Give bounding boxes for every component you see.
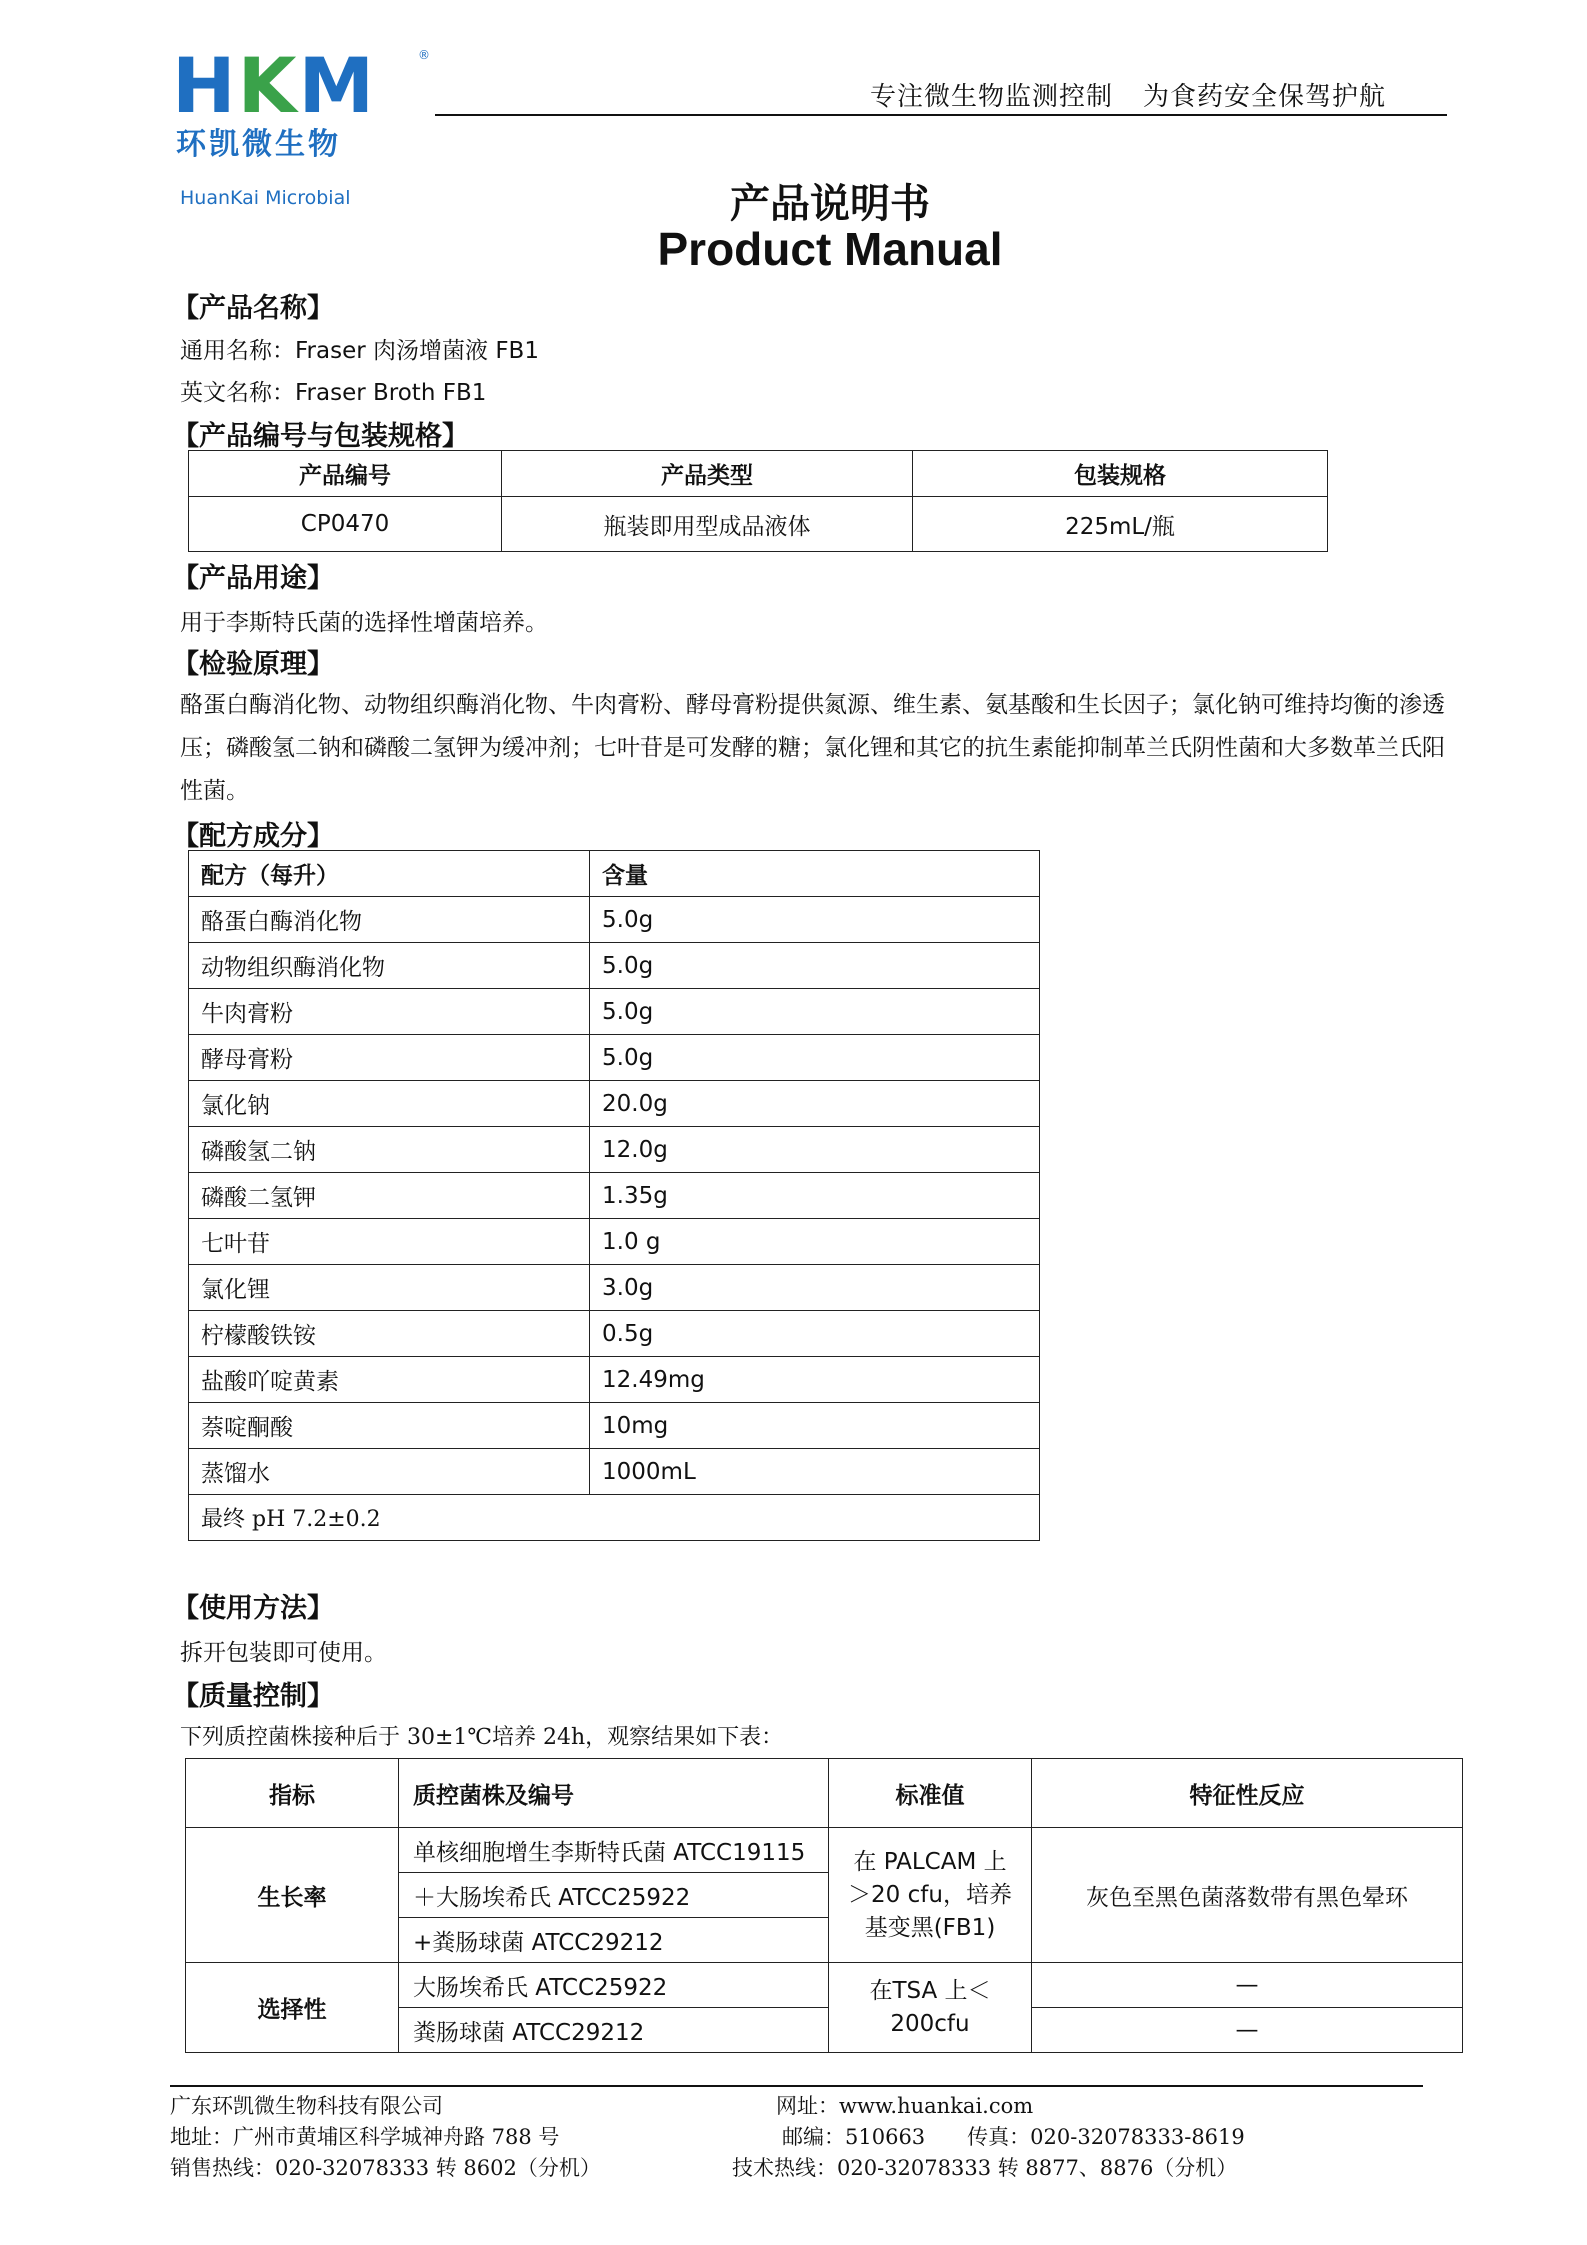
standard-line: ＞20 cfu，培养: [848, 1881, 1012, 1908]
final-ph-row: [189, 1495, 1040, 1541]
qc-strain: 单核细胞增生李斯特氏菌 ATCC19115: [399, 1828, 829, 1873]
ingredient-name: 磷酸二氢钾: [189, 1173, 590, 1219]
table-header-cell: 指标: [186, 1759, 399, 1828]
ingredient-name: 牛肉膏粉: [189, 989, 590, 1035]
section-heading-qc: 【质量控制】: [172, 1681, 334, 1712]
reaction-selectivity: —: [1032, 2008, 1463, 2053]
table-header-cell: 包装规格: [913, 451, 1328, 497]
registered-mark: ®: [418, 48, 430, 62]
table-row: [189, 1035, 1040, 1081]
table-header-cell: 产品类型: [502, 451, 913, 497]
footer-website: 网址：www.huankai.com: [776, 2094, 1034, 2118]
table-row: [189, 1081, 1040, 1127]
logo-english-name: HuanKai Microbial: [180, 187, 351, 209]
indicator-growth: 生长率: [186, 1828, 399, 1963]
footer-company: 广东环凯微生物科技有限公司: [170, 2094, 443, 2118]
table-row: [189, 1403, 1040, 1449]
section-heading-usage: 【产品用途】: [172, 563, 334, 594]
package-table: [188, 450, 1328, 552]
standard-line: 基变黑(FB1): [864, 1914, 996, 1941]
ingredient-amount: 3.0g: [590, 1265, 1040, 1311]
slogan: [870, 76, 1386, 113]
qc-table: [185, 1758, 1463, 2053]
final-ph: 最终 pH 7.2±0.2: [189, 1495, 1040, 1541]
ingredient-name: 磷酸氢二钠: [189, 1127, 590, 1173]
footer-address: 地址：广州市黄埔区科学城神舟路 788 号: [170, 2125, 560, 2149]
section-heading-formula: 【配方成分】: [172, 821, 334, 852]
footer-sales-hotline: 销售热线：020-32078333 转 8602（分机）: [170, 2156, 601, 2180]
standard-line: 在 PALCAM 上: [853, 1848, 1007, 1875]
product-code: CP0470: [189, 497, 502, 552]
ingredient-name: 酪蛋白酶消化物: [189, 897, 590, 943]
formula-table: [188, 850, 1040, 1541]
ingredient-amount: 10mg: [590, 1403, 1040, 1449]
english-name: 英文名称：Fraser Broth FB1: [180, 380, 487, 406]
ingredient-name: 氯化锂: [189, 1265, 590, 1311]
ingredient-amount: 1000mL: [590, 1449, 1040, 1495]
ingredient-amount: 12.0g: [590, 1127, 1040, 1173]
footer-tech-hotline: 技术热线：020-32078333 转 8877、8876（分机）: [732, 2156, 1238, 2180]
qc-strain: 粪肠球菌 ATCC29212: [399, 2008, 829, 2053]
slogan-right: 为食药安全保驾护航: [1143, 82, 1387, 112]
slogan-left: 专注微生物监测控制: [870, 82, 1114, 112]
standard-selectivity: [829, 1963, 1032, 2053]
ingredient-amount: 1.35g: [590, 1173, 1040, 1219]
table-row: [189, 1357, 1040, 1403]
table-header-cell: 产品编号: [189, 451, 502, 497]
ingredient-name: 盐酸吖啶黄素: [189, 1357, 590, 1403]
ingredient-amount: 12.49mg: [590, 1357, 1040, 1403]
table-header-cell: 特征性反应: [1032, 1759, 1463, 1828]
table-row: [189, 1449, 1040, 1495]
company-logo: [172, 41, 442, 209]
section-heading-name: 【产品名称】: [172, 293, 334, 324]
section-heading-principle: 【检验原理】: [172, 649, 334, 680]
ingredient-name: 蒸馏水: [189, 1449, 590, 1495]
qc-intro: 下列质控菌株接种后于 30±1℃培养 24h，观察结果如下表：: [180, 1725, 784, 1750]
ingredient-name: 七叶苷: [189, 1219, 590, 1265]
table-row: [189, 897, 1040, 943]
table-row: [189, 497, 1328, 552]
common-name: 通用名称：Fraser 肉汤增菌液 FB1: [180, 338, 539, 364]
table-header-cell: 标准值: [829, 1759, 1032, 1828]
table-header-row: [189, 851, 1040, 897]
table-row: [186, 1963, 1463, 2008]
table-row: [189, 1265, 1040, 1311]
table-row: [189, 1173, 1040, 1219]
ingredient-name: 氯化钠: [189, 1081, 590, 1127]
ingredient-amount: 20.0g: [590, 1081, 1040, 1127]
logo-chinese-name: 环凯微生物: [176, 127, 341, 162]
table-header-cell: 含量: [590, 851, 1040, 897]
page-title-cn: 产品说明书: [730, 181, 930, 227]
reaction-growth: 灰色至黑色菌落数带有黑色晕环: [1032, 1828, 1463, 1963]
footer-postcode-fax: 邮编：510663 传真：020-32078333-8619: [782, 2125, 1245, 2149]
package-spec: 225mL/瓶: [913, 497, 1328, 552]
qc-strain: 大肠埃希氏 ATCC25922: [399, 1963, 829, 2008]
table-row: [189, 1311, 1040, 1357]
ingredient-amount: 0.5g: [590, 1311, 1040, 1357]
table-row: [189, 1219, 1040, 1265]
indicator-selectivity: 选择性: [186, 1963, 399, 2053]
usage-text: 用于李斯特氏菌的选择性增菌培养。: [180, 610, 548, 636]
ingredient-name: 萘啶酮酸: [189, 1403, 590, 1449]
ingredient-amount: 5.0g: [590, 989, 1040, 1035]
principle-text: 酪蛋白酶消化物、动物组织酶消化物、牛肉膏粉、酵母膏粉提供氮源、维生素、氨基酸和生长因子；氯化钠可维持均衡的渗透压；磷酸氢二钠和磷酸二氢钾为缓冲剂；七叶苷是可发酵的糖；氯化锂和其它的抗生素能抑制革兰氏阴性菌和大多数革兰氏阳性菌。: [180, 692, 1445, 804]
table-row: [189, 989, 1040, 1035]
table-header-row: [189, 451, 1328, 497]
ingredient-amount: 5.0g: [590, 897, 1040, 943]
ingredient-name: 动物组织酶消化物: [189, 943, 590, 989]
footer-divider: [170, 2085, 1423, 2087]
table-row: [186, 1828, 1463, 1873]
qc-strain: +粪肠球菌 ATCC29212: [399, 1918, 829, 1963]
ingredient-name: 柠檬酸铁铵: [189, 1311, 590, 1357]
method-text: 拆开包装即可使用。: [180, 1640, 387, 1666]
reaction-selectivity: —: [1032, 1963, 1463, 2008]
standard-growth: [829, 1828, 1032, 1963]
qc-strain: ＋大肠埃希氏 ATCC25922: [399, 1873, 829, 1918]
section-heading-method: 【使用方法】: [172, 1593, 334, 1624]
section-heading-package: 【产品编号与包装规格】: [172, 421, 469, 452]
ingredient-amount: 5.0g: [590, 943, 1040, 989]
table-header-cell: 配方（每升）: [189, 851, 590, 897]
header-divider: [435, 114, 1447, 116]
logo-mark: HKM: [172, 41, 377, 130]
table-header-row: [186, 1759, 1463, 1828]
ingredient-amount: 5.0g: [590, 1035, 1040, 1081]
ingredient-amount: 1.0 g: [590, 1219, 1040, 1265]
standard-line: 200cfu: [890, 2010, 970, 2037]
page-title-en: Product Manual: [657, 223, 1003, 275]
table-row: [189, 943, 1040, 989]
ingredient-name: 酵母膏粉: [189, 1035, 590, 1081]
table-header-cell: 质控菌株及编号: [399, 1759, 829, 1828]
table-row: [189, 1127, 1040, 1173]
standard-line: 在TSA 上＜: [869, 1977, 991, 2004]
product-type: 瓶装即用型成品液体: [502, 497, 913, 552]
